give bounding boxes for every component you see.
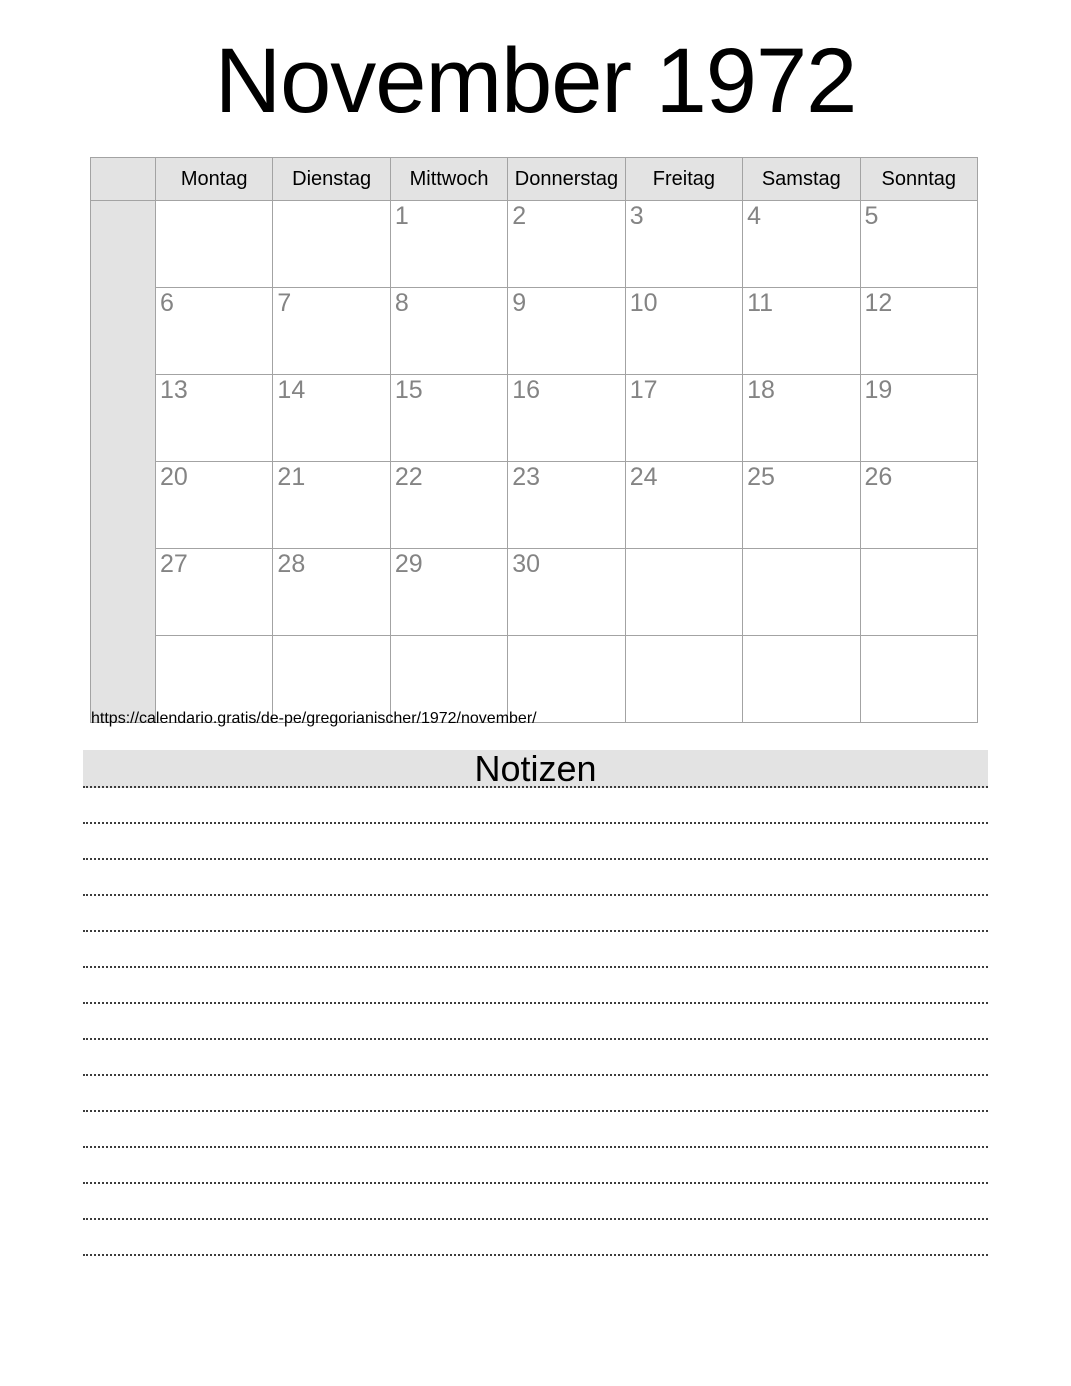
day-cell: 8 [390, 288, 507, 375]
page-title: November 1972 [214, 30, 857, 132]
note-line [83, 788, 988, 824]
note-line [83, 1004, 988, 1040]
day-cell: 15 [390, 375, 507, 462]
week-number-column [91, 201, 156, 723]
day-cell: 23 [508, 462, 625, 549]
week-row [91, 288, 978, 375]
weekday-header-row [91, 158, 978, 201]
day-cell [625, 549, 742, 636]
weekday-header: Mittwoch [390, 158, 507, 201]
weekday-header: Samstag [743, 158, 860, 201]
calendar-body [91, 201, 978, 723]
note-line [83, 896, 988, 932]
day-cell: 4 [743, 201, 860, 288]
note-line [83, 1220, 988, 1256]
day-cell: 12 [860, 288, 977, 375]
note-line [83, 1076, 988, 1112]
note-line [83, 1148, 988, 1184]
note-line [83, 932, 988, 968]
day-cell [625, 636, 742, 723]
day-cell [743, 549, 860, 636]
day-cell: 22 [390, 462, 507, 549]
day-cell: 24 [625, 462, 742, 549]
note-line [83, 1112, 988, 1148]
day-cell: 20 [156, 462, 273, 549]
weekday-header: Dienstag [273, 158, 390, 201]
day-cell: 18 [743, 375, 860, 462]
source-url: https://calendario.gratis/de-pe/gregorianischer/1972/november/ [91, 710, 537, 727]
day-cell: 5 [860, 201, 977, 288]
calendar-table [90, 157, 978, 723]
note-line [83, 968, 988, 1004]
weekday-header: Montag [156, 158, 273, 201]
week-row [91, 549, 978, 636]
note-line [83, 1040, 988, 1076]
corner-cell [91, 158, 156, 201]
day-cell: 16 [508, 375, 625, 462]
day-cell: 9 [508, 288, 625, 375]
day-cell: 27 [156, 549, 273, 636]
day-cell [156, 201, 273, 288]
day-cell: 28 [273, 549, 390, 636]
day-cell: 25 [743, 462, 860, 549]
day-cell: 11 [743, 288, 860, 375]
notes-title: Notizen [83, 750, 988, 788]
day-cell: 13 [156, 375, 273, 462]
week-row [91, 462, 978, 549]
weekday-header: Freitag [625, 158, 742, 201]
day-cell: 14 [273, 375, 390, 462]
day-cell: 7 [273, 288, 390, 375]
note-line [83, 1184, 988, 1220]
weekday-header: Donnerstag [508, 158, 625, 201]
note-line [83, 824, 988, 860]
day-cell: 29 [390, 549, 507, 636]
weekday-header: Sonntag [860, 158, 977, 201]
day-cell: 10 [625, 288, 742, 375]
notes-section [83, 750, 988, 1256]
day-cell [860, 636, 977, 723]
day-cell: 30 [508, 549, 625, 636]
day-cell: 6 [156, 288, 273, 375]
week-row [91, 375, 978, 462]
day-cell [860, 549, 977, 636]
week-row [91, 201, 978, 288]
day-cell [273, 201, 390, 288]
day-cell: 2 [508, 201, 625, 288]
day-cell: 3 [625, 201, 742, 288]
notes-lines [83, 788, 988, 1256]
note-line [83, 860, 988, 896]
day-cell: 17 [625, 375, 742, 462]
calendar-header [91, 158, 978, 201]
day-cell: 1 [390, 201, 507, 288]
day-cell: 19 [860, 375, 977, 462]
day-cell: 21 [273, 462, 390, 549]
day-cell: 26 [860, 462, 977, 549]
day-cell [743, 636, 860, 723]
